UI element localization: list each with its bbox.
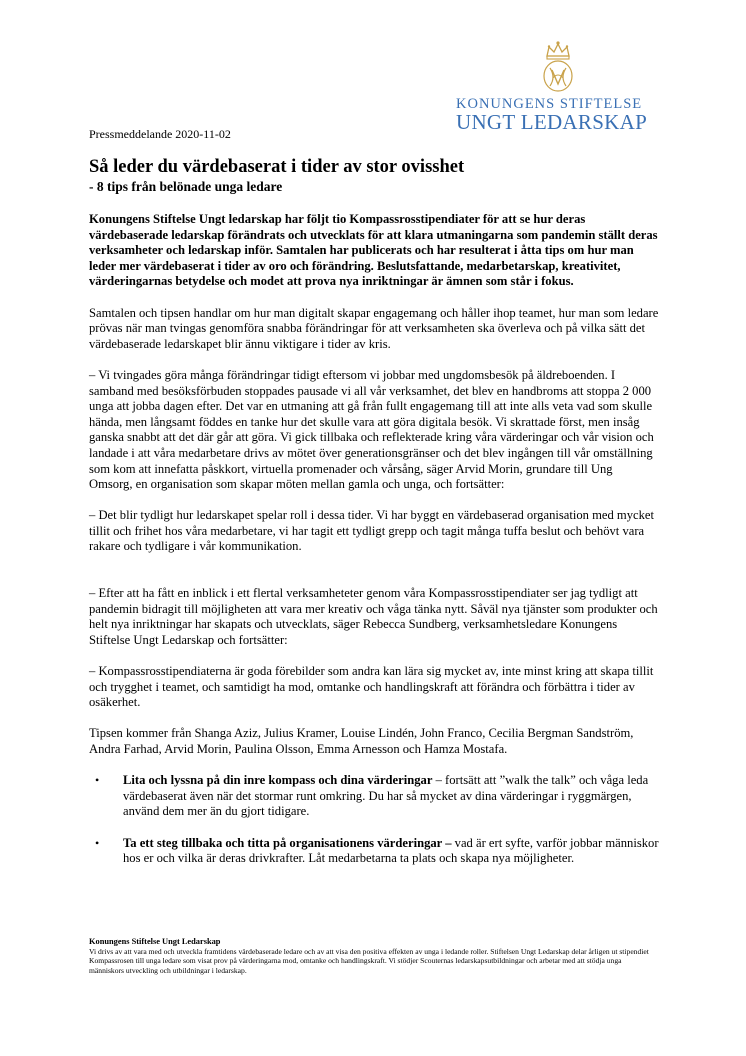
quote-paragraph: – Det blir tydligt hur ledarskapet spelar roll i dessa tider. Vi har byggt en värdebaserad organisation med mycket tillit och frihet hos våra medarbetare, vi har tagit ett tydligt grepp och tagit många tuffa beslut och behövt vara rakare och tydligare i vår kommunikation. — [89, 508, 654, 554]
credits-paragraph: Tipsen kommer från Shanga Aziz, Julius Kramer, Louise Lindén, John Franco, Cecilia Bergman Sandström, Andra Farhad, Arvid Morin, Paulina Olsson, Emma Arnesson och Hamza Mostafa. — [89, 726, 634, 756]
logo-line-1: KONUNGENS STIFTELSE — [456, 96, 643, 112]
quote-paragraph: – Vi tvingades göra många förändringar tidigt eftersom vi jobbar med ungdomsbesök på äldreboenden. I samband med besöksförbuden stoppades pausade vi all vår verksamhet, det blev en handbroms att stoppa 2 000 unga att jobba dagen efter. Det var en utmaning att gå från fullt engagemang till att inte alls veta vad som skulle hända, men långsamt föddes en tanke hur det skulle vara att göra digitala besök. Vi skrattade först, men insåg ganska snabbt att det där går att göra. Vi gick tillbaka och reflekterade kring våra värderingar och vår vision och landade i att våra medarbetare drivs av mötet över generationsgränser och det blev ingången till vår omställning som kom att innefatta påskkort, virtuella promenader och vårsång, säger Arvid Morin, grundare till Ung Omsorg, en organisation som skapar möten mellan gamla och unga, och fortsätter: — [89, 367, 654, 492]
release-date: Pressmeddelande 2020-11-02 — [89, 127, 231, 141]
list-item — [89, 836, 659, 867]
tips-list — [89, 773, 659, 867]
lead-paragraph: Konungens Stiftelse Ungt ledarskap har följt tio Kompassrosstipendiater för att se hur deras värdebaserade ledarskap förändrats och utvecklats för att klara utmaningarna som pandemin ställt deras verksamheter och ledarskap inför. Samtalen har publicerats och har resulterat i åtta tips om hur man leder mer värdebaserat i tider av oro och förändring. Beslutsfattande, medarbetarskap, kreativitet, värderingarnas betydelse och modet att prova nya inriktningar är ämnen som står i fokus. — [89, 212, 658, 289]
page-subtitle: - 8 tips från belönade unga ledare — [89, 179, 283, 194]
bullet-icon: • — [95, 773, 100, 788]
article-body — [89, 212, 659, 882]
footer-heading: Konungens Stiftelse Ungt Ledarskap — [89, 937, 221, 946]
quote-paragraph: – Kompassrosstipendiaterna är goda förebilder som andra kan lära sig mycket av, inte minst kring att skapa tillit och trygghet i teamet, och samtidigt ha mod, omtanke och handlingskraft att förändra och förbättra i tider av osäkerhet. — [89, 664, 654, 710]
bullet-icon: • — [95, 835, 100, 850]
list-item — [89, 773, 659, 820]
page-title: Så leder du värdebaserat i tider av stor ovisshet — [89, 157, 465, 177]
logo-line-2: UNGT LEDARSKAP — [456, 110, 648, 134]
body-paragraph: Samtalen och tipsen handlar om hur man digitalt skapar engagemang och håller ihop teamet, hur man som ledare prövas när man tvingas genomföra snabba förändringar för att verksamheten ska överleva och på vilka sätt det värdebaserade ledarskapet blir ännu viktigare i tider av kris. — [89, 305, 659, 351]
footer-text: Vi drivs av att vara med och utveckla framtidens värdebaserade ledare och av att visa den positiva effekten av unga i ledande roller. Stiftelsen Ungt Ledarskap delar årligen ut stipendiet Kompassrosen till unga ledare som visat prov på värderingarna mod, omtanke och handlingskraft. Vi stödjer Scouternas ledarskapsutbildningar och arbetar med att stödja unga människors utveckling och utbildningar i ledarskap. — [89, 946, 649, 975]
tip-text: – fortsätt att ”walk the talk” och våga leda värdebaserat även när det stormar runt omkring. Du har så mycket av dina värderingar i ryggmärgen, använd dem mer än du gjort tidigare. — [123, 773, 649, 819]
tip-heading: Lita och lyssna på din inre kompass och dina värderingar — [123, 773, 433, 788]
tip-text: vad är ert syfte, varför jobbar människor hos er och vilka är deras drivkrafter. Låt medarbetarna ta plats och skapa nya möjligheter. — [123, 835, 659, 866]
tip-heading: Ta ett steg tillbaka och titta på organisationens värderingar – — [123, 835, 452, 850]
quote-paragraph: – Efter att ha fått en inblick i ett flertal verksamheteter genom våra Kompassrosstipendiater ser jag tydligt att pandemin bidragit till möjligheten att vara mer kreativ och våga tänka nytt. Såväl nya tjänster som produkter och helt nya inriktningar har skapats och utvecklats, säger Rebecca Sundberg, verksamhetsledare Konungens Stiftelse Ungt Ledarskap och fortsätter: — [89, 586, 658, 647]
page-footer — [89, 937, 649, 975]
royal-crown-monogram-icon — [538, 40, 578, 94]
